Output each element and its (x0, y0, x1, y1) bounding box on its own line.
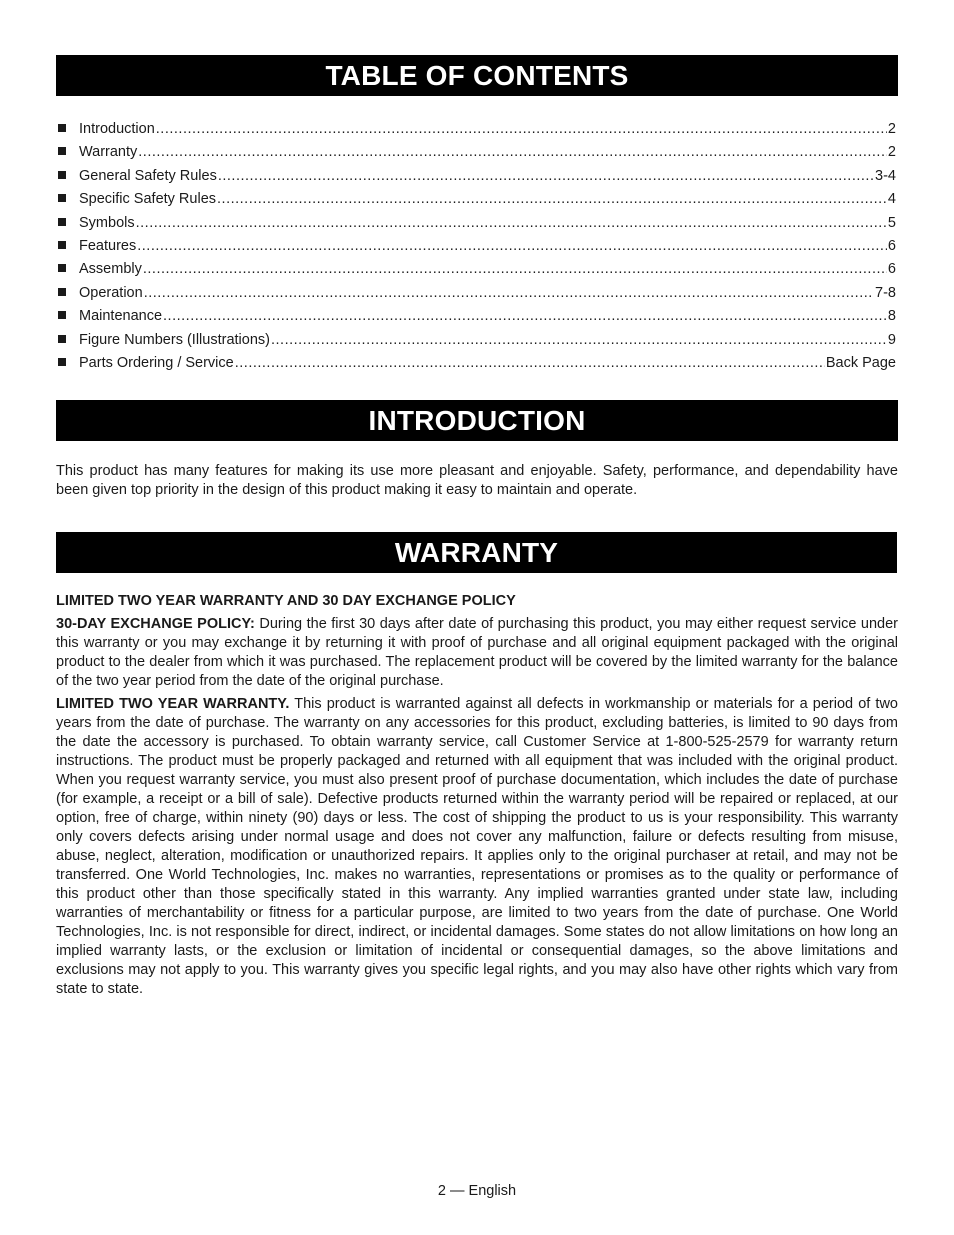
square-bullet-icon (58, 241, 66, 249)
introduction-heading: INTRODUCTION (56, 400, 898, 441)
dot-leader (143, 258, 887, 281)
toc-item-figure-numbers[interactable] (56, 329, 896, 352)
square-bullet-icon (58, 194, 66, 202)
exchange-policy-label: 30-DAY EXCHANGE POLICY: (56, 616, 255, 632)
dot-leader (218, 165, 874, 188)
dot-leader (163, 305, 887, 328)
dot-leader (137, 235, 887, 258)
toc-item-operation[interactable] (56, 282, 896, 305)
toc-item-page: 6 (887, 261, 896, 278)
dot-leader (136, 212, 887, 235)
toc-item-label: Figure Numbers (Illustrations) (79, 331, 270, 348)
exchange-policy-paragraph (56, 615, 898, 691)
toc-item-label: Maintenance (79, 308, 163, 325)
toc-item-page: 7-8 (875, 284, 896, 301)
toc-item-label: General Safety Rules (79, 167, 217, 184)
toc-item-label: Features (79, 237, 137, 254)
page-footer: 2 — English (437, 1183, 517, 1199)
toc-item-page: 2 (887, 144, 896, 161)
toc-item-page: 4 (887, 191, 896, 208)
dot-leader (138, 141, 887, 164)
introduction-text: This product has many features for making its use more pleasant and enjoyable. Safety, performance, and dependability have been given top priority in the design of this product making it easy to maintain and operate. (56, 463, 898, 498)
dot-leader (235, 352, 825, 375)
dot-leader (156, 118, 887, 141)
square-bullet-icon (58, 335, 66, 343)
dot-leader (217, 188, 887, 211)
dot-leader (271, 329, 887, 352)
square-bullet-icon (58, 288, 66, 296)
toc-item-label: Warranty (79, 144, 138, 161)
toc-item-warranty[interactable] (56, 141, 896, 164)
limited-warranty-paragraph (56, 695, 898, 999)
square-bullet-icon (58, 358, 66, 366)
exchange-policy-text: During the first 30 days after date of purchasing this product, you may either request service under this warranty or you may exchange it by returning it with proof of purchase and all original equipment packaged with the original product to the dealer from which it was purchased. The replacement product will be covered by the limited warranty for the balance of the two year period from the date of the original purchase. (56, 616, 898, 689)
toc-item-assembly[interactable] (56, 258, 896, 281)
warranty-heading: WARRANTY (56, 532, 897, 573)
toc-item-parts-ordering[interactable] (56, 352, 896, 375)
toc-item-label: Specific Safety Rules (79, 191, 217, 208)
toc-item-label: Introduction (79, 121, 155, 137)
dot-leader (144, 282, 874, 305)
toc-item-page: 9 (887, 331, 896, 348)
toc-item-symbols[interactable] (56, 212, 896, 235)
toc-item-maintenance[interactable] (56, 305, 896, 328)
limited-warranty-label: LIMITED TWO YEAR WARRANTY. (56, 696, 290, 712)
toc-item-page: 3-4 (875, 167, 896, 184)
square-bullet-icon (58, 311, 66, 319)
toc-item-page: 8 (887, 308, 896, 325)
toc-item-page: 2 (887, 121, 896, 137)
toc-item-label: Operation (79, 284, 143, 301)
square-bullet-icon (58, 124, 66, 132)
square-bullet-icon (58, 264, 66, 272)
toc-item-features[interactable] (56, 235, 896, 258)
warranty-policy-heading: LIMITED TWO YEAR WARRANTY AND 30 DAY EXCHANGE POLICY (56, 593, 516, 609)
square-bullet-icon (58, 171, 66, 179)
toc-item-specific-safety-rules[interactable] (56, 188, 896, 211)
square-bullet-icon (58, 147, 66, 155)
toc-item-label: Symbols (79, 214, 135, 231)
toc-item-general-safety-rules[interactable] (56, 165, 896, 188)
toc-item-label: Parts Ordering / Service (79, 354, 234, 371)
toc-item-label: Assembly (79, 261, 142, 278)
toc-item-page: Back Page (825, 354, 896, 371)
square-bullet-icon (58, 218, 66, 226)
toc-item-page: 5 (887, 214, 896, 231)
toc-list (56, 118, 896, 375)
limited-warranty-text: This product is warranted against all defects in workmanship or materials for a period of two years from the date of purchase. The warranty on any accessories for this product, excluding batteries, is limited to 90 days from the date the accessory is purchased. To obtain warranty service, call Customer Service at 1-800-525-2579 for warranty return instructions. The product must be properly packaged and returned with all equipment that was included with the original product. When you request warranty service, you must also present proof of purchase documentation, which includes the date of purchase (for example, a receipt or a bill of sale). Defective products returned within the warranty period will be repaired or replaced, at our option, free of charge, within ninety (90) days or less. The cost of shipping the product to us is your responsibility. This warranty only covers defects arising under normal usage and does not cover any malfunction, failure or defects resulting from misuse, abuse, neglect, alteration, modification or unauthorized repairs. It applies only to the original purchaser at retail, and may not be transferred. One World Technologies, Inc. makes no warranties, representations or promises as to the quality or performance of this product other than those specifically stated in this warranty. Any implied warranties granted under state law, including warranties of merchantability or fitness for a particular purpose, are limited to two years from the date of purchase. One World Technologies, Inc. is not responsible for direct, indirect, or incidental damages. Some states do not allow limitations on how long an implied warranty lasts, or the exclusion or limitation of incidental or consequential damages, so the above limitations and exclusions may not apply to you. This warranty gives you specific legal rights, and you may also have other rights which vary from state to state. (56, 696, 898, 997)
toc-item-page: 6 (887, 237, 896, 254)
toc-item-introduction[interactable] (56, 118, 896, 141)
toc-heading: TABLE OF CONTENTS (56, 55, 898, 96)
